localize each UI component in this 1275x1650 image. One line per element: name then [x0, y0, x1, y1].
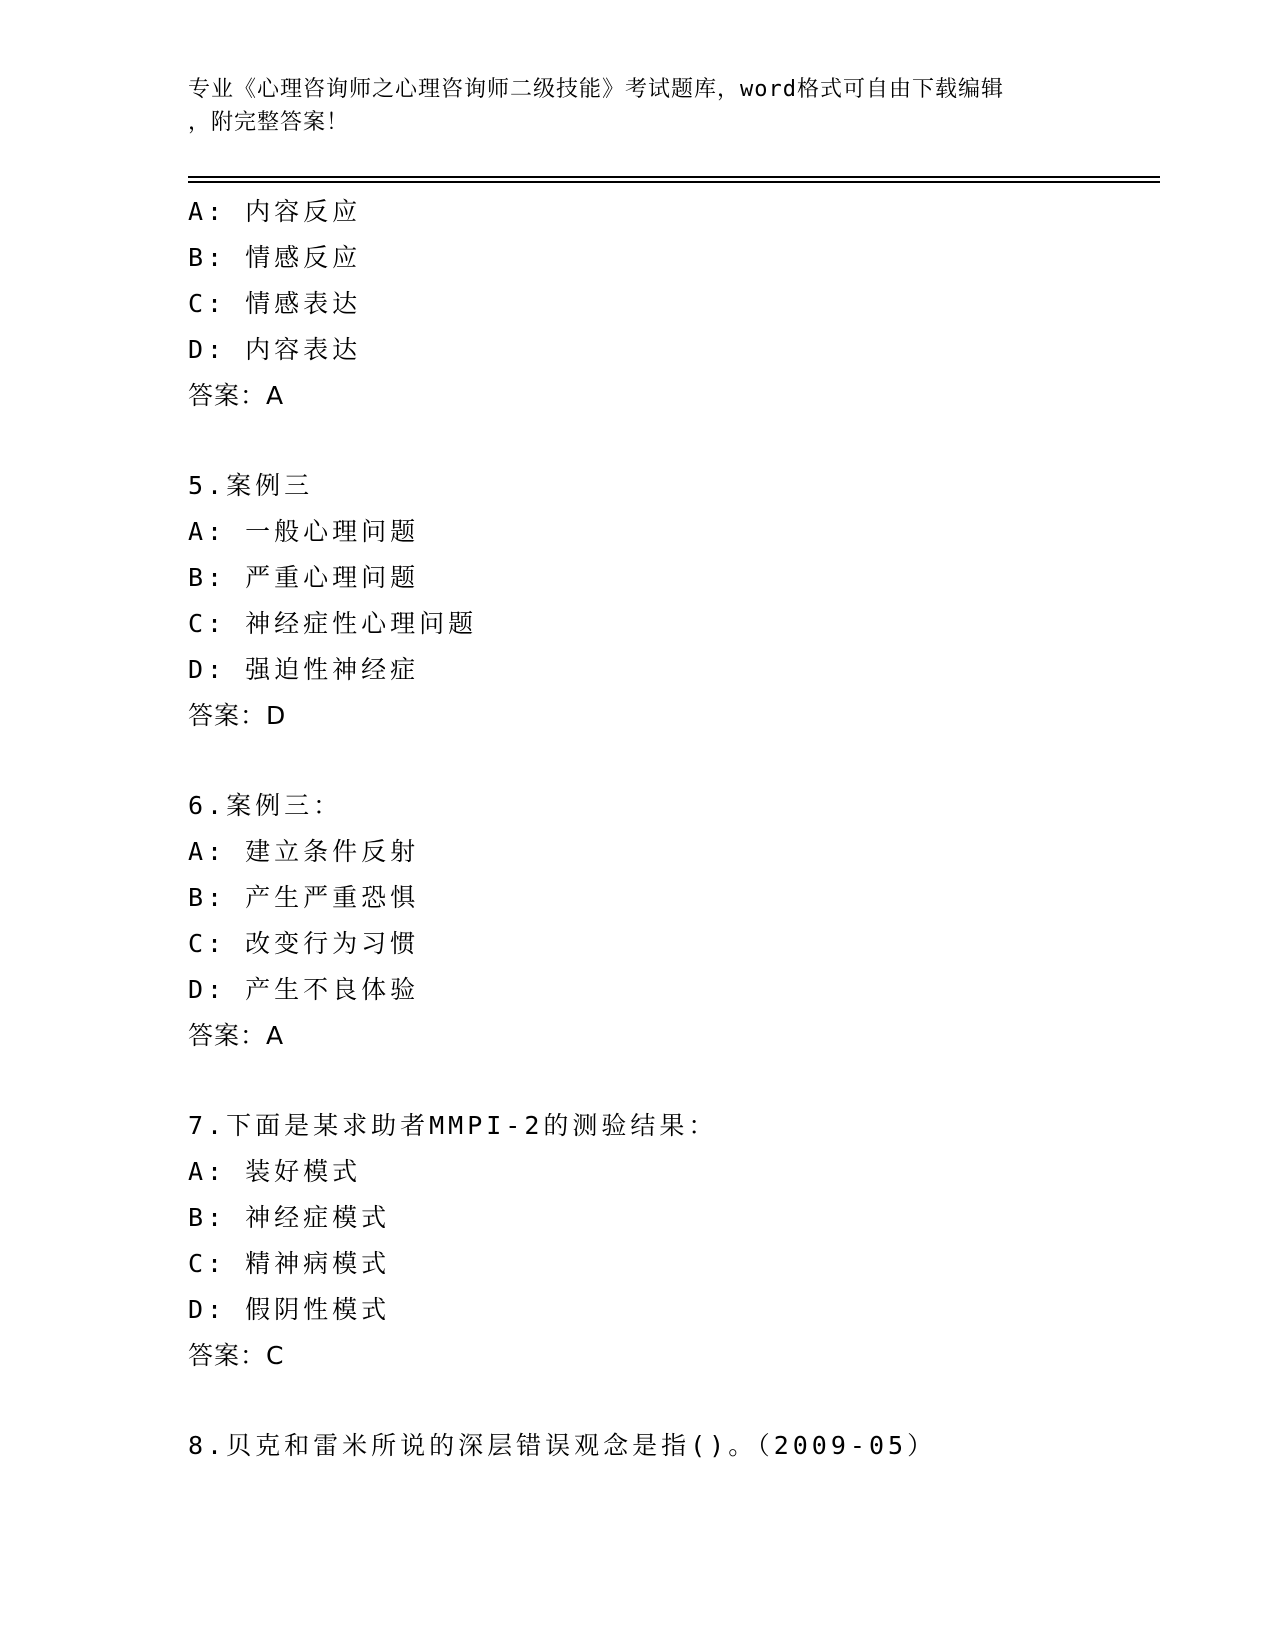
spacer — [188, 739, 1148, 783]
option-c: C: 精神病模式 — [188, 1249, 391, 1278]
option-a: A: 内容反应 — [188, 197, 362, 226]
option-d: D: 强迫性神经症 — [188, 655, 420, 684]
question-title: 7.下面是某求助者MMPI-2的测验结果： — [188, 1111, 718, 1140]
option-a: A: 一般心理问题 — [188, 517, 420, 546]
answer-text: 答案：A — [188, 381, 285, 410]
option-c: C: 神经症性心理问题 — [188, 609, 478, 638]
option-b: B: 情感反应 — [188, 243, 362, 272]
header-line-2: ，附完整答案！ — [188, 110, 350, 135]
header-rule-top — [188, 176, 1160, 178]
question-4-options — [188, 189, 1148, 419]
option-d: D: 内容表达 — [188, 335, 362, 364]
question-title: 8.贝克和雷米所说的深层错误观念是指()。（2009-05） — [188, 1431, 937, 1460]
option-c: C: 改变行为习惯 — [188, 929, 420, 958]
question-7 — [188, 1103, 1148, 1379]
spacer — [188, 1379, 1148, 1423]
option-a: A: 建立条件反射 — [188, 837, 420, 866]
header-rule-bottom — [188, 181, 1160, 183]
option-b: B: 神经症模式 — [188, 1203, 391, 1232]
option-b: B: 产生严重恐惧 — [188, 883, 420, 912]
option-c: C: 情感表达 — [188, 289, 362, 318]
header-line-1: 专业《心理咨询师之心理咨询师二级技能》考试题库，word格式可自由下载编辑 — [188, 77, 1004, 102]
option-d: D: 假阴性模式 — [188, 1295, 391, 1324]
answer-text: 答案：C — [188, 1341, 285, 1370]
spacer — [188, 419, 1148, 463]
question-title: 5.案例三 — [188, 471, 314, 500]
document-header — [188, 73, 1088, 139]
question-title: 6.案例三： — [188, 791, 343, 820]
spacer — [188, 1059, 1148, 1103]
answer-text: 答案：D — [188, 701, 287, 730]
option-b: B: 严重心理问题 — [188, 563, 420, 592]
answer-text: 答案：A — [188, 1021, 285, 1050]
question-5 — [188, 463, 1148, 739]
option-a: A: 装好模式 — [188, 1157, 362, 1186]
option-d: D: 产生不良体验 — [188, 975, 420, 1004]
question-list — [188, 189, 1148, 1469]
question-8 — [188, 1423, 1148, 1469]
question-6 — [188, 783, 1148, 1059]
